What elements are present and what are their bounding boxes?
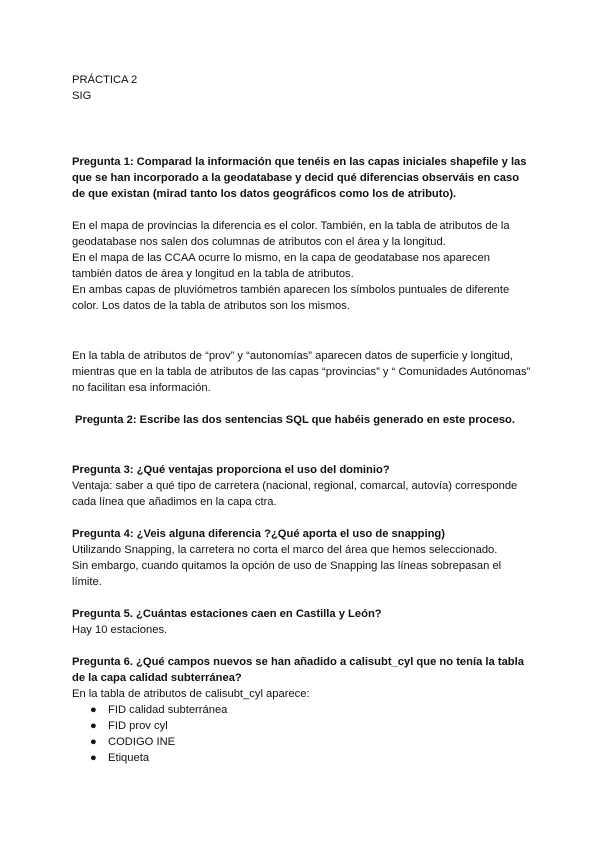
bullet-icon: ●	[90, 736, 97, 748]
question-5-heading: Pregunta 5. ¿Cuántas estaciones caen en Castilla y León?	[72, 608, 382, 620]
document-page	[72, 72, 532, 766]
answer-4-line-2: Sin embargo, cuando quitamos la opción de uso de Snapping las líneas sobrepasan el límite.	[72, 560, 502, 588]
bullet-icon: ●	[90, 720, 97, 732]
answer-3: Ventaja: saber a qué tipo de carretera (nacional, regional, comarcal, autovía) corresponde cada línea que añadimos en la capa ctra.	[72, 480, 518, 508]
list-item: ● Etiqueta	[90, 752, 150, 764]
list-item: ● CODIGO INE	[90, 736, 176, 748]
answer-1-paragraph-2: En el mapa de las CCAA ocurre lo mismo, en la capa de geodatabase nos aparecen también datos de área y longitud en la tabla de atributos.	[72, 252, 490, 280]
question-2-heading: Pregunta 2: Escribe las dos sentencias SQL que habéis generado en este proceso.	[75, 414, 515, 426]
question-1-heading: Pregunta 1: Comparad la información que tenéis en las capas iniciales shapefile y las que se han incorporado a la geodatabase y decid qué diferencias observáis en caso de que existan (mirad tanto los datos geográficos como los de atributo).	[72, 156, 527, 200]
question-6-heading: Pregunta 6. ¿Qué campos nuevos se han añadido a calisubt_cyl que no tenía la tabla de la capa calidad subterránea?	[72, 656, 524, 684]
list-item: ● FID calidad subterránea	[90, 704, 228, 716]
course-label: SIG	[72, 90, 92, 102]
practice-title: PRÁCTICA 2	[72, 74, 138, 86]
field-list	[72, 702, 532, 766]
answer-6-intro: En la tabla de atributos de calisubt_cyl aparece:	[72, 688, 310, 700]
answer-4-line-1: Utilizando Snapping, la carretera no corta el marco del área que hemos seleccionado.	[72, 544, 498, 556]
question-3-heading: Pregunta 3: ¿Qué ventajas proporciona el uso del dominio?	[72, 464, 390, 476]
answer-1-paragraph-3: En ambas capas de pluviómetros también aparecen los símbolos puntuales de diferente color. Los datos de la tabla de atributos son los mismos.	[72, 284, 510, 312]
list-item: ● FID prov cyl	[90, 720, 168, 732]
answer-1-paragraph-1: En el mapa de provincias la diferencia es el color. También, en la tabla de atributos de la geodatabase nos salen dos columnas de atributos con el área y la longitud.	[72, 220, 510, 248]
answer-1-paragraph-4: En la tabla de atributos de “prov” y “autonomías” aparecen datos de superficie y longitud, mientras que en la tabla de atributos de las capas “provincias” y “ Comunidades Autónomas” no facilitan esa información.	[72, 350, 531, 394]
bullet-icon: ●	[90, 752, 97, 764]
bullet-icon: ●	[90, 704, 97, 716]
answer-5: Hay 10 estaciones.	[72, 624, 168, 636]
question-4-heading: Pregunta 4: ¿Veis alguna diferencia ?¿Qué aporta el uso de snapping)	[72, 528, 445, 540]
